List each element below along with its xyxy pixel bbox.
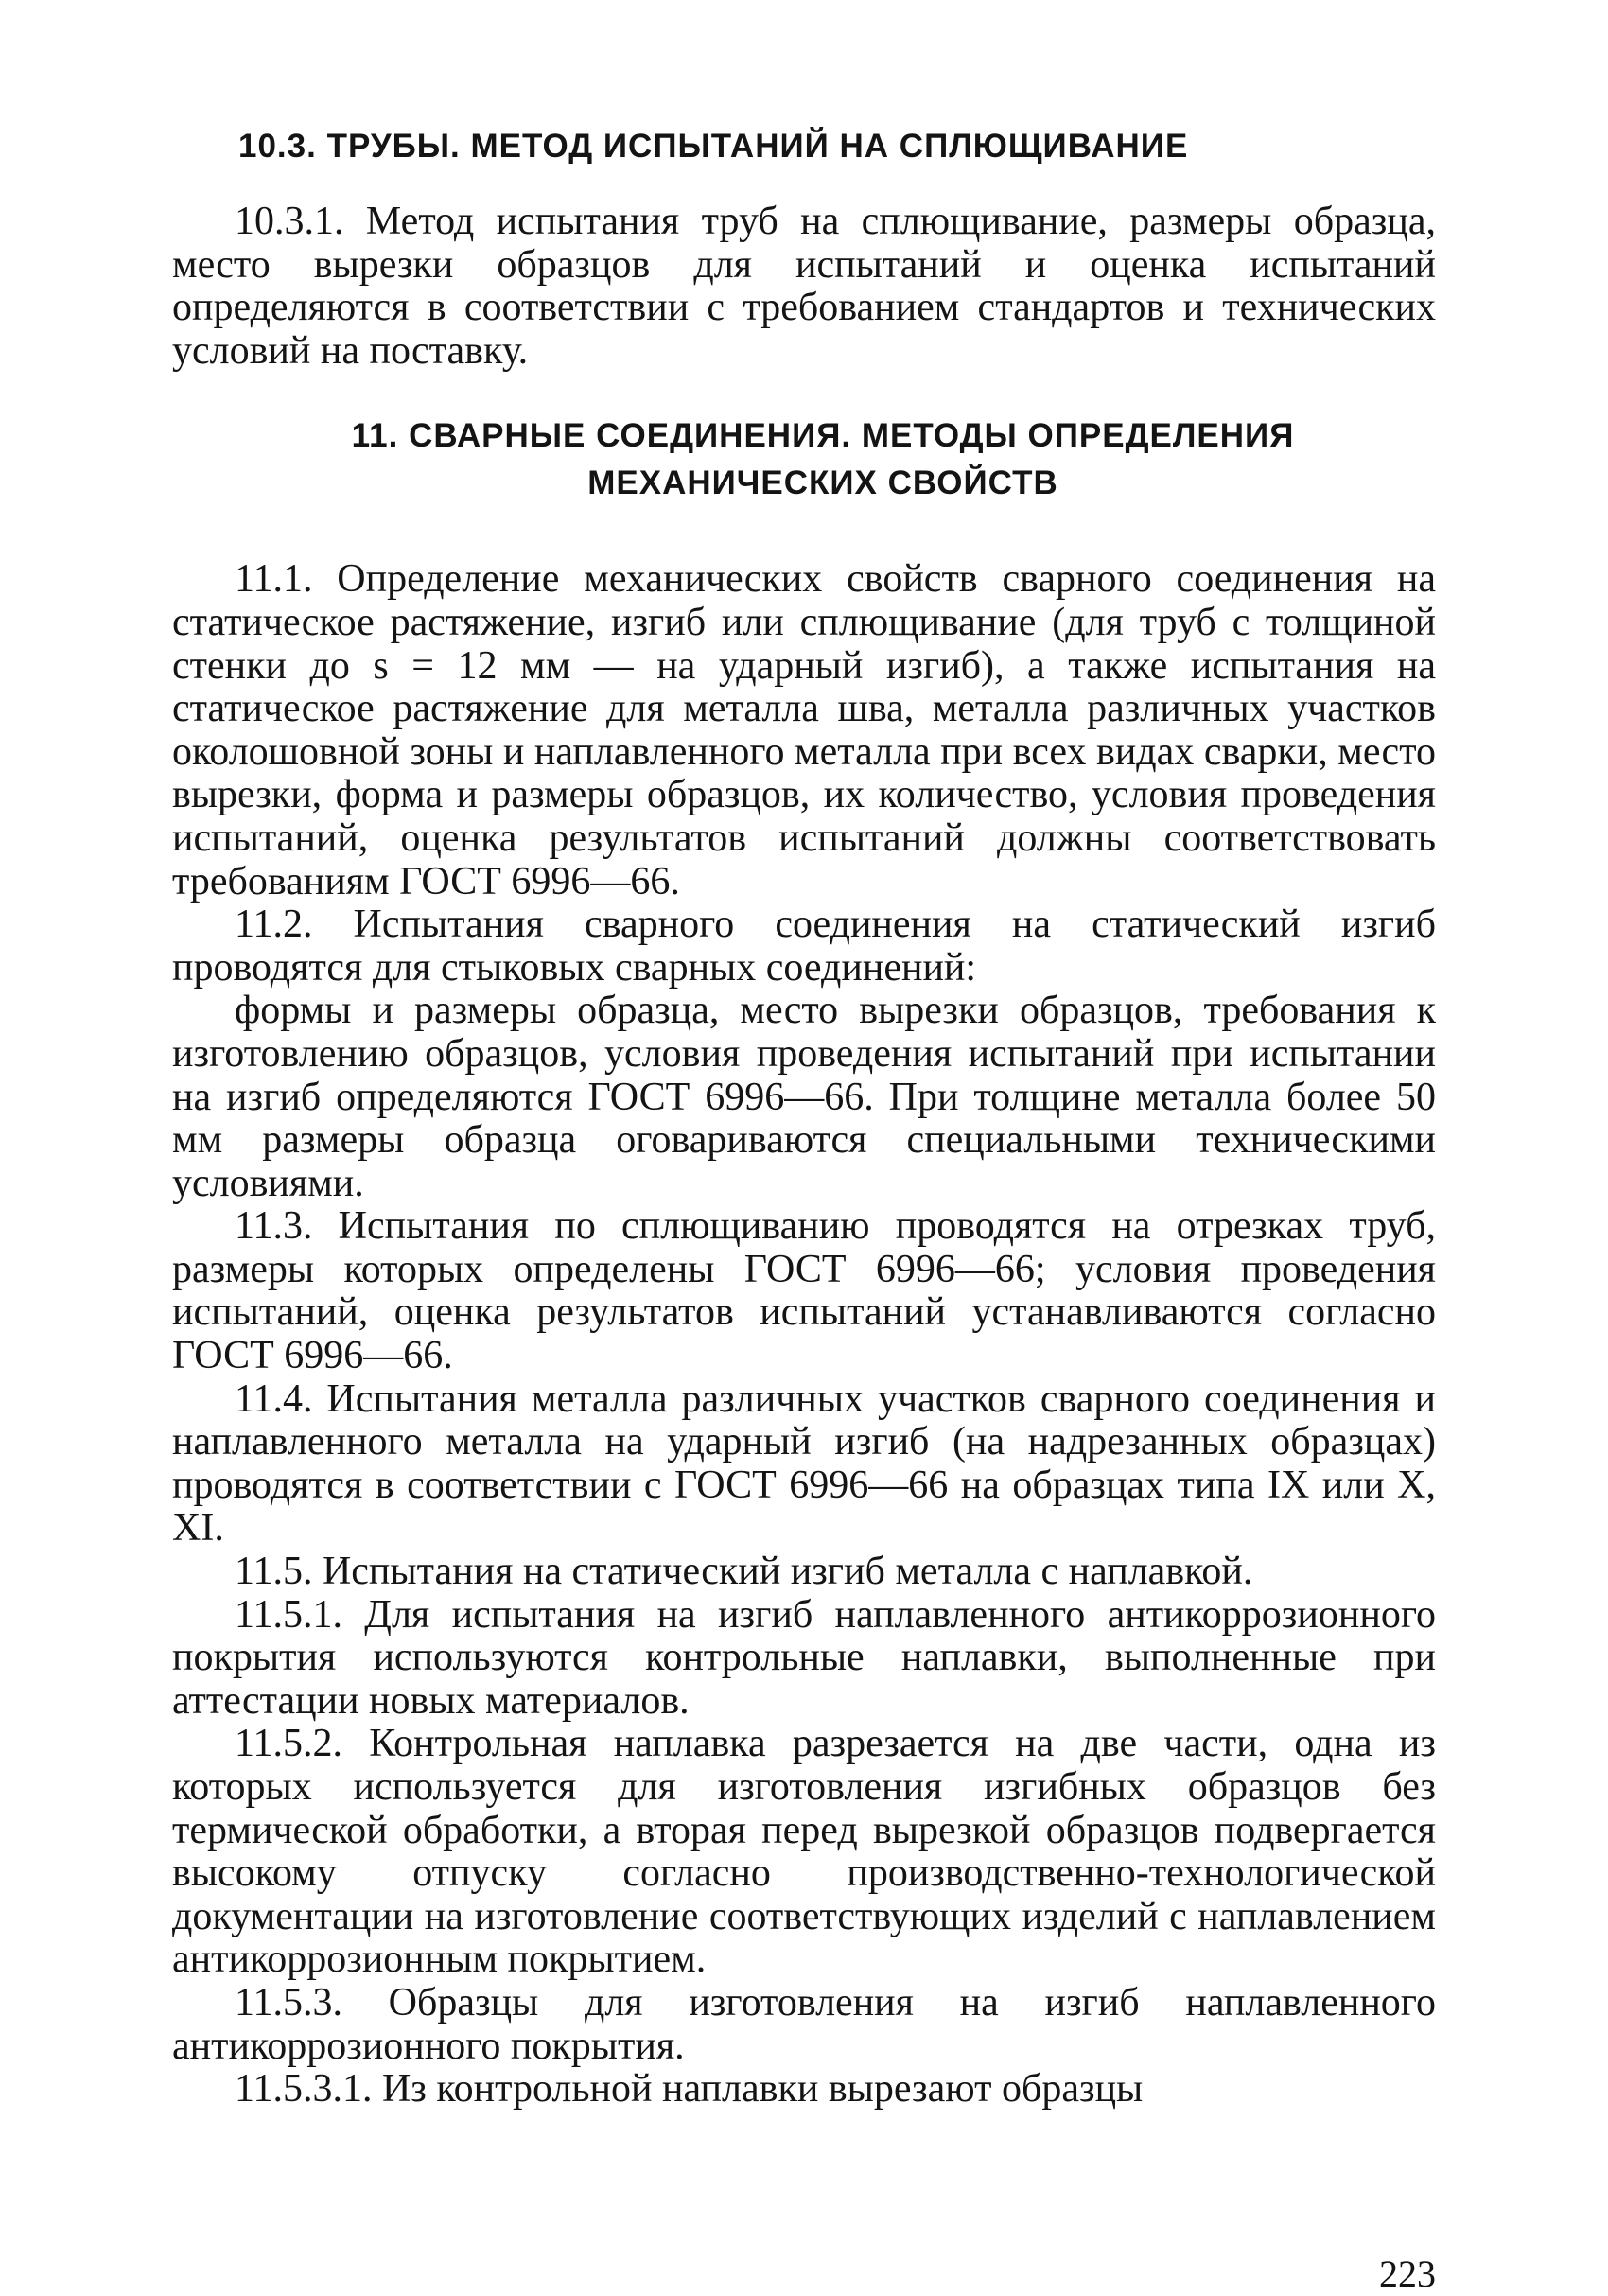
document-page [172,114,1436,2295]
paragraph-11-5: 11.5. Испытания на статический изгиб металла с наплавкой. [235,1550,1253,1594]
paragraph-11-5-1: 11.5.1. Для испытания на изгиб наплавленного антикоррозионного покрытия используются контрольные наплавки, выполненные при аттестации новых материалов. [172,1592,1436,1723]
paragraph-11-1: 11.1. Определение механических свойств сварного соединения на статическое растяжение, изгиб или сплющивание (для труб с толщиной стенки до s = 12 мм — на ударный изгиб), а также испытания на статическое растяжение для металла шва, металла различных участков околошовной зоны и наплавленного металла при всех видах сварки, место вырезки, форма и размеры образцов, их количество, условия проведения испытаний, оценка результатов испытаний должны соответствовать требованиям ГОСТ 6996—66. [172,557,1436,903]
section-heading-11-line1: 11. СВАРНЫЕ СОЕДИНЕНИЯ. МЕТОДЫ ОПРЕДЕЛЕНИЯ [351,417,1295,455]
paragraph-11-3: 11.3. Испытания по сплющиванию проводятся на отрезках труб, размеры которых определены ГОСТ 6996—66; условия проведения испытаний, оценка результатов испытаний устанавливаются согласно ГОСТ 6996—66. [172,1204,1436,1378]
paragraph-11-5-3-1: 11.5.3.1. Из контрольной наплавки вырезают образцы [235,2067,1144,2112]
section-10-3-body [172,201,1436,373]
page-number: 223 [1379,2252,1436,2295]
paragraph-10-3-1: 10.3.1. Метод испытания труб на сплющивание, размеры образца, место вырезки образцов для испытаний и оценка испытаний определяются в соответствии с требованием стандартов и технических условий на поставку. [172,200,1436,373]
paragraph-11-2-item: формы и размеры образца, место вырезки образцов, требования к изготовлению образцов, условия проведения испытаний при испытании на изгиб определяются ГОСТ 6996—66. При толщине металла более 50 мм размеры образца оговариваются специальными техническими условиями. [172,989,1436,1205]
paragraph-11-5-3: 11.5.3. Образцы для изготовления на изгиб наплавленного антикоррозионного покрытия. [172,1980,1436,2068]
paragraph-11-2-intro: 11.2. Испытания сварного соединения на статический изгиб проводятся для стыковых сварных соединений: [172,903,1436,990]
paragraph-11-5-2: 11.5.2. Контрольная наплавка разрезается на две части, одна из которых используется для изготовления изгибных образцов без термической обработки, а вторая перед вырезкой образцов подвергается высокому отпуску согласно производственно-технологической документации на изготовление соответствующих изделий с наплавлением антикоррозионным покрытием. [172,1722,1436,1982]
paragraph-11-4: 11.4. Испытания металла различных участков сварного соединения и наплавленного металла на ударный изгиб (на надрезанных образцах) проводятся в соответствии с ГОСТ 6996—66 на образцах типа IX или X, XI. [172,1376,1436,1551]
section-heading-10-3: 10.3. ТРУБЫ. МЕТОД ИСПЫТАНИЙ НА СПЛЮЩИВАНИЕ [238,128,1189,165]
section-11-body [172,558,1436,2111]
section-heading-11 [172,412,1436,507]
section-heading-11-line2: МЕХАНИЧЕСКИХ СВОЙСТВ [587,464,1058,502]
